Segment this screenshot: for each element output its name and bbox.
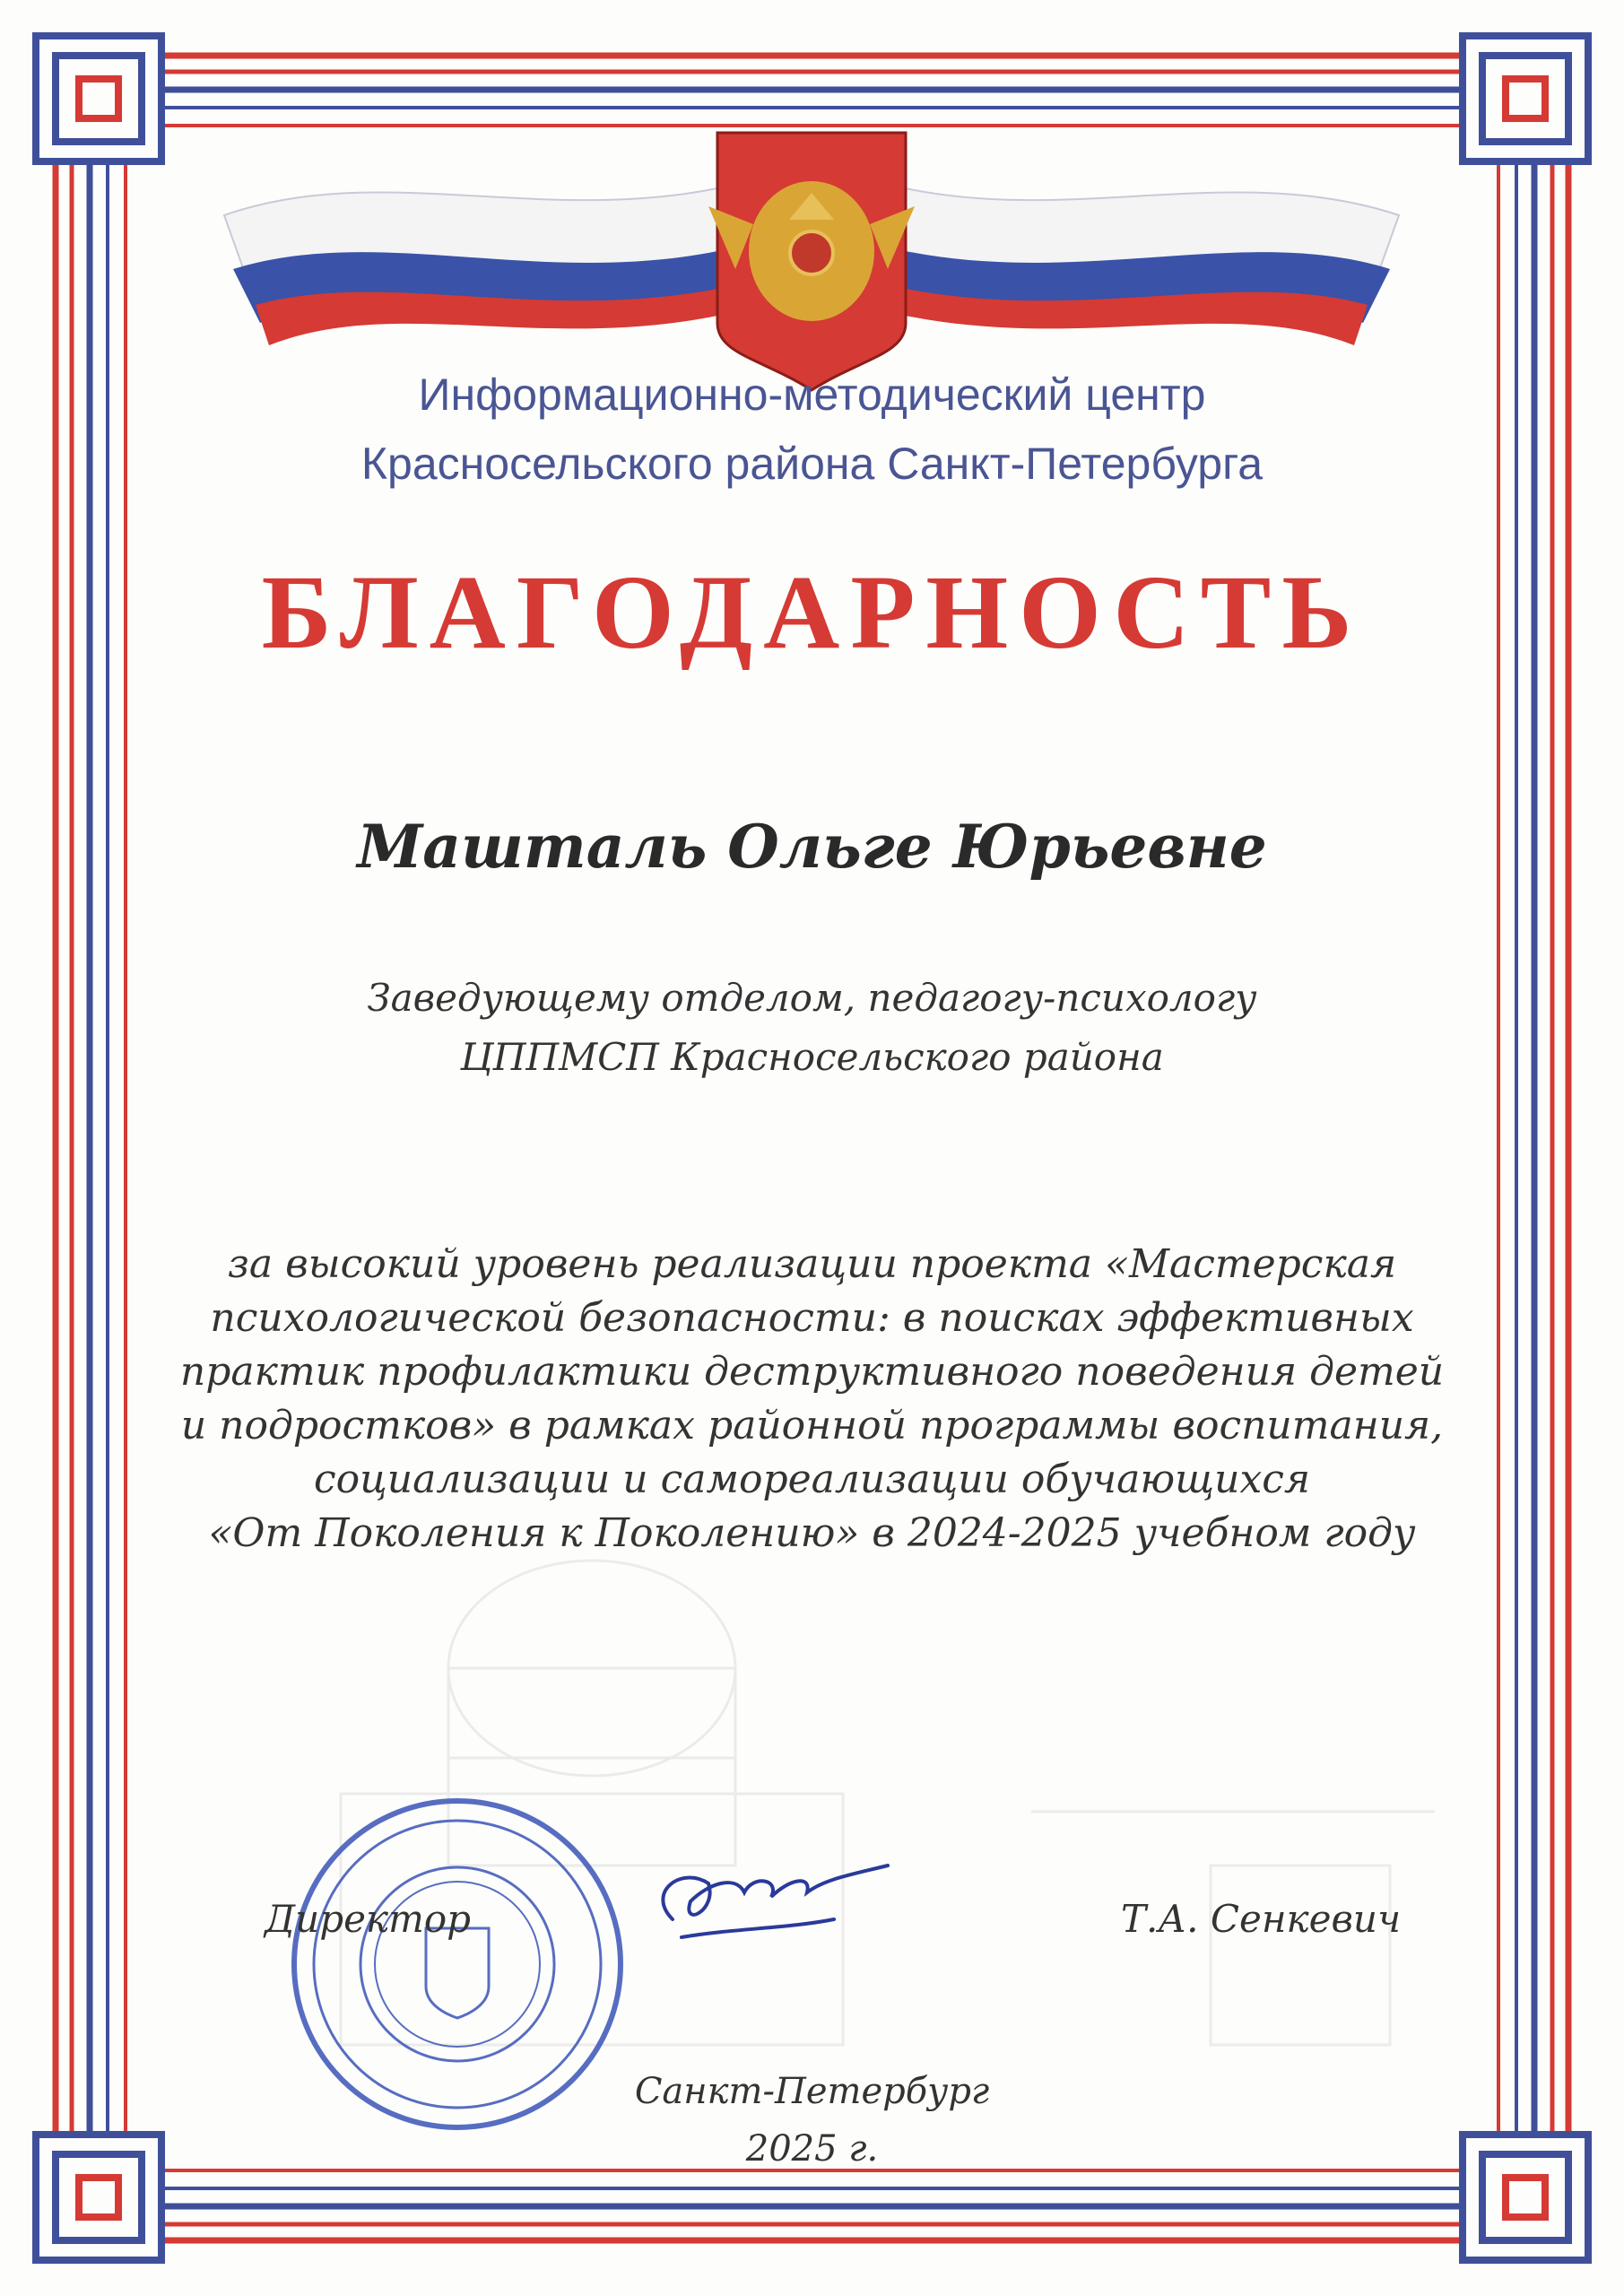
certificate-title: БЛАГОДАРНОСТЬ <box>261 553 1363 671</box>
recipient-position-line-1: Заведующему отделом, педагогу-психологу <box>367 976 1257 1020</box>
reason-line: практик профилактики деструктивного поведения детей <box>179 1349 1445 1395</box>
signature-mark <box>663 1866 888 1937</box>
cathedral-watermark <box>341 1561 1435 2045</box>
reason-line: за высокий уровень реализации проекта «Мастерская <box>227 1241 1397 1287</box>
corner-ornament-top-right <box>1463 36 1588 161</box>
year: 2025 г. <box>745 2128 879 2170</box>
city: Санкт-Петербург <box>634 2071 990 2112</box>
signer-name: Т.А. Сенкевич <box>1121 1897 1402 1941</box>
recipient-position-line-2: ЦППМСП Красносельского района <box>460 1035 1164 1079</box>
reason-line: психологической безопасности: в поисках эффективных <box>210 1295 1414 1341</box>
reason-line: и подростков» в рамках районной программы воспитания, <box>180 1403 1444 1448</box>
reason-text <box>0 1238 1624 1561</box>
coat-of-arms-icon <box>708 133 915 390</box>
recipient-name: Машталь Ольге Юрьевне <box>357 812 1267 882</box>
org-name-line-1: Информационно-методический центр <box>418 370 1206 420</box>
reason-line: социализации и самореализации обучающихся <box>313 1457 1311 1502</box>
reason-line: «От Поколения к Поколению» в 2024-2025 учебном году <box>208 1510 1416 1556</box>
org-name-line-2: Красносельского района Санкт-Петербурга <box>360 439 1264 489</box>
corner-ornament-top-left <box>36 36 161 161</box>
signer-role: Директор <box>265 1897 472 1941</box>
